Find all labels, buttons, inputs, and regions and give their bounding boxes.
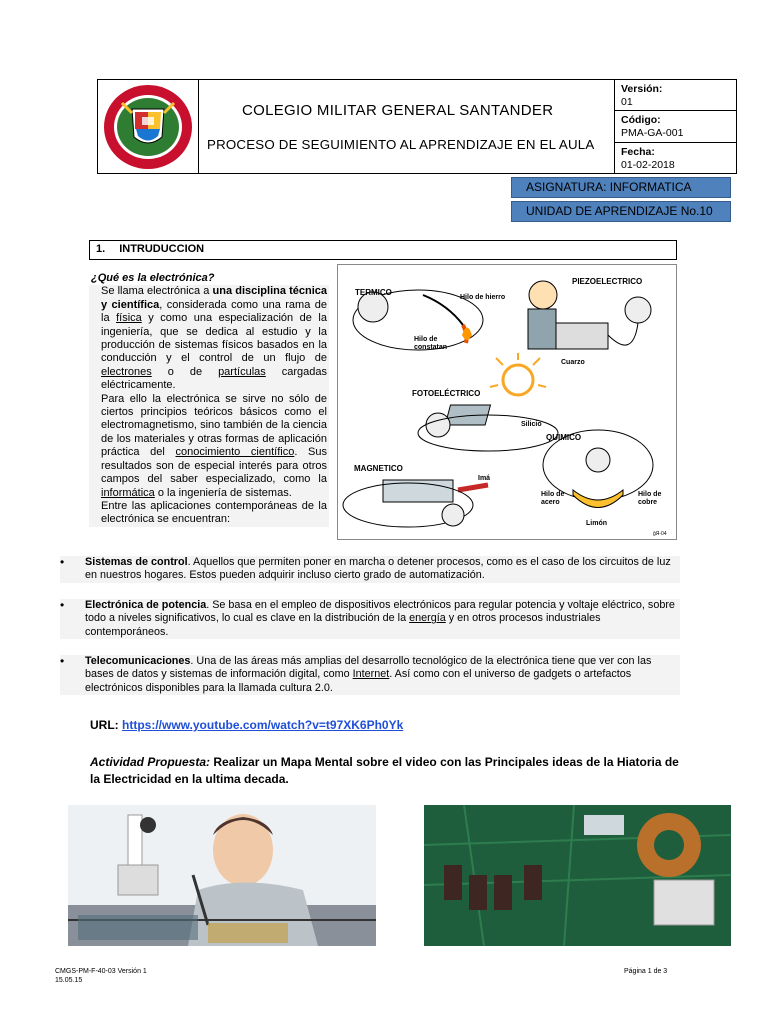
bullet-title: Telecomunicaciones (85, 655, 191, 668)
link-particulas[interactable]: partículas (218, 365, 266, 378)
subject-badge: ASIGNATURA: INFORMATICA (511, 177, 731, 198)
document-header (97, 79, 737, 174)
question-title: ¿Qué es la electrónica? (89, 272, 329, 285)
link-electrones[interactable]: electrones (101, 365, 152, 378)
code-label: Código: (621, 114, 661, 127)
bullet-text: . Una de las áreas más amplias del desarrollo tecnológico de la electrónica tiene que ver con las bases de datos y sistemas de información digital, como (85, 655, 652, 681)
label-piezoelectrico: PIEZOELECTRICO (572, 277, 643, 286)
p1-text-d: y como una especialización de la ingeniería, que se dedica al estudio y la producción de sistemas físicos basados en la conducción y el control de un flujo de (101, 312, 327, 365)
applications-list (60, 556, 680, 711)
label-hilo-hierro: Hilo de hierro (460, 294, 506, 301)
label-hilo-constatan: Hilo de constatan (414, 336, 448, 351)
link-informatica[interactable]: informática (101, 486, 155, 499)
bullet-title: Sistemas de control (85, 556, 188, 568)
paragraph-1 (89, 285, 329, 392)
p1-text-f: cargadas eléctricamente. (101, 365, 327, 392)
list-item (60, 556, 680, 583)
paragraph-2 (89, 393, 329, 500)
p1-text-a: Se llama electrónica a (101, 285, 213, 298)
label-magnetico: MAGNETICO (354, 464, 403, 473)
paragraph-3: Entre las aplicaciones contemporáneas de la electrónica se encuentran: (101, 499, 327, 526)
label-limon: Limón (586, 520, 607, 527)
version-value: 01 (621, 96, 633, 108)
p2-text-b: . Sus resultados son de especial interés para otros campos del saber especializado, como la (101, 446, 328, 486)
section-heading (89, 240, 677, 260)
link-energia[interactable]: energía (409, 612, 446, 625)
school-name: COLEGIO MILITAR GENERAL SANTANDER (242, 101, 554, 119)
code-cell (615, 111, 736, 142)
figure-code: ĝЯ-04 (653, 531, 667, 537)
date-value: 01-02-2018 (621, 158, 675, 171)
version-label: Versión: (621, 83, 663, 95)
list-item (60, 655, 680, 695)
section-title: INTRUDUCCION (119, 243, 205, 255)
footer-date: 15.05.15 (55, 977, 83, 984)
version-cell (615, 80, 736, 111)
technician-photo (68, 805, 376, 946)
p1-text-c: , considerada como una rama de la (101, 298, 327, 325)
label-cuarzo: Cuarzo (561, 359, 585, 366)
label-silicio: Silicio (521, 421, 542, 428)
link-internet[interactable]: Internet (352, 668, 390, 681)
activity-text: Realizar un Mapa Mental sobre el video con las Principales ideas de la Hiatoria de la Electricidad en la ultima decada. (90, 755, 679, 786)
p1-bold: una disciplina técnica y científica (101, 285, 327, 311)
youtube-link[interactable]: https://www.youtube.com/watch?v=t97XK6Ph0Yk (122, 718, 404, 732)
url-label: URL: (90, 718, 122, 732)
label-hilo-cobre: Hilo de cobre (638, 491, 662, 506)
footer-page: Página 1 de 3 (624, 968, 668, 975)
label-iman: Imá (478, 475, 491, 482)
link-conocimiento[interactable]: conocimiento científico (175, 446, 295, 459)
proposed-activity (90, 754, 680, 788)
school-logo (98, 80, 199, 173)
bullet-text: . Aquellos que permiten poner en marcha o detener procesos, como es el caso de los circuitos de luz en nuestros hogares. Estos pueden adquirir incluso cierto grado de automatización. (85, 556, 671, 582)
bullet-text: y en otros procesos industriales contemporáneos. (85, 612, 601, 638)
label-termico: TERMICO (355, 288, 392, 297)
date-label: Fecha: (621, 145, 655, 158)
code-value: PMA-GA-001 (621, 127, 684, 140)
label-quimico: QUIMICO (546, 433, 582, 442)
footer-code: CMGS-PM-F-40-03 Versión 1 (55, 968, 147, 975)
section-number: 1. (96, 243, 106, 255)
link-fisica[interactable]: física (116, 312, 142, 325)
date-cell (615, 143, 736, 173)
process-name: PROCESO DE SEGUIMIENTO AL APRENDIZAJE EN EL AULA (207, 136, 595, 152)
bullet-text: . Así como con el universo de gadgets o artefactos electrónicos disponibles para la llamada cultura 2.0. (85, 668, 632, 694)
p1-text-e: o de (151, 365, 219, 378)
video-url (90, 718, 403, 732)
label-fotoelectrico: FOTOELÉCTRICO (412, 389, 481, 398)
document-meta (615, 80, 736, 173)
bullet-title: Electrónica de potencia (85, 598, 207, 611)
list-item (60, 599, 680, 639)
bullet-text: . Se basa en el empleo de dispositivos electrónicos para regular potencia y voltaje eléctrico, sobre todo a niveles significativos, lo cual es clave en la distribución de la (85, 598, 675, 625)
footer-left (55, 967, 147, 985)
unit-badge: UNIDAD DE APRENDIZAJE No.10 (511, 201, 731, 222)
label-hilo-acero: Hilo de acero (541, 491, 565, 506)
p2-text-a: Para ello la electrónica se sirve no sólo de ciertos principios teóricos básicos como el electromagnetismo, sino también de la ciencia de los materiales y otras formas de aplicación práctica del (101, 392, 327, 459)
circuit-board-photo (424, 805, 731, 946)
electricity-sources-figure (337, 264, 677, 540)
intro-text (89, 272, 329, 527)
activity-label: Actividad Propuesta: (90, 755, 211, 769)
p2-text-c: o la ingeniería de sistemas. (154, 486, 292, 499)
header-title-area (199, 80, 615, 173)
